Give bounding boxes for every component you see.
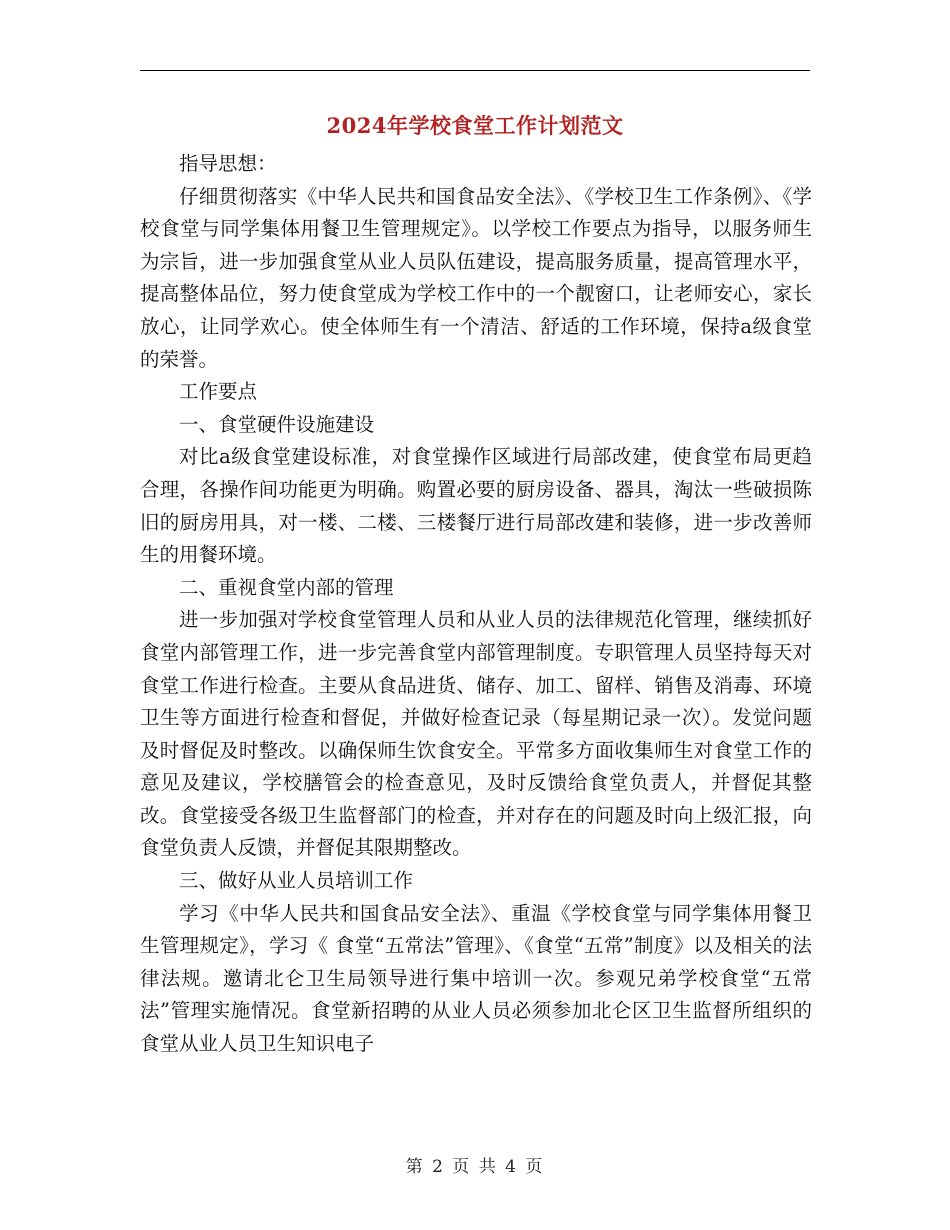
document-title: 2024年学校食堂工作计划范文 <box>326 113 624 138</box>
page-footer: 第 2 页 共 4 页 <box>405 1157 545 1177</box>
paragraph-hardware-text: 对比a级食堂建设标准，对食堂操作区域进行局部改建，使食堂布局更趋合理，各操作间功能更为明确。购置必要的厨房设备、器具，淘汰一些破损陈旧的厨房用具，对一楼、二楼、三楼餐厅进行局部改建和装修，进一步改善师生的用餐环境。 <box>140 445 812 567</box>
paragraph-management-text: 进一步加强对学校食堂管理人员和从业人员的法律规范化管理，继续抓好食堂内部管理工作，进一步完善食堂内部管理制度。专职管理人员坚持每天对食堂工作进行检查。主要从食品进货、储存、加工、留样、销售及消毒、环境卫生等方面进行检查和督促，并做好检查记录（每星期记录一次）。发觉问题及时督促及时整改。以确保师生饮食安全。平常多方面收集师生对食堂工作的意见及建议，学校膳管会的检查意见，及时反馈给食堂负责人，并督促其整改。食堂接受各级卫生监督部门的检查，并对存在的问题及时向上级汇报，向食堂负责人反馈，并督促其限期整改。 <box>140 608 812 860</box>
section-heading-hardware: 一、食堂硬件设施建设 <box>179 412 375 436</box>
paragraph-training-text: 学习《中华人民共和国食品安全法》、重温《学校食堂与同学集体用餐卫生管理规定》，学习《 食堂“五常法”管理》、《食堂“五常”制度》以及相关的法律法规。邀请北仑卫生局领导进行集中培训一次。参观兄弟学校食堂“五常法”管理实施情况。食堂新招聘的从业人员必须参加北仑区卫生监督所组织的食堂从业人员卫生知识电子 <box>140 901 812 1056</box>
paragraph-guiding-heading: 指导思想： <box>179 152 277 175</box>
header-rule <box>140 70 810 71</box>
section-heading-management: 二、重视食堂内部的管理 <box>179 575 394 599</box>
section-heading-training: 三、做好从业人员培训工作 <box>179 869 414 893</box>
document-body <box>140 148 812 1061</box>
paragraph-work-points-heading: 工作要点 <box>179 380 258 404</box>
paragraph-guiding-text: 仔细贯彻落实《中华人民共和国食品安全法》、《学校卫生工作条例》、《学校食堂与同学集体用餐卫生管理规定》。以学校工作要点为指导，以服务师生为宗旨，进一步加强食堂从业人员队伍建设，提高服务质量，提高管理水平，提高整体品位，努力使食堂成为学校工作中的一个靓窗口，让老师安心，家长放心，让同学欢心。使全体师生有一个清洁、舒适的工作环境，保持a级食堂的荣誉。 <box>140 184 812 371</box>
